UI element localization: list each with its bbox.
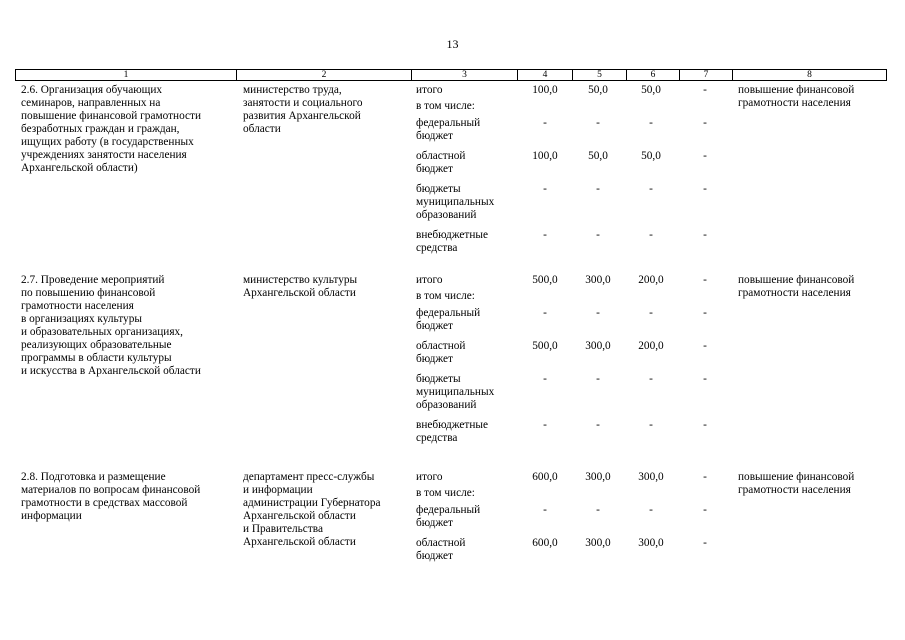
funding-value-c6: - (649, 307, 653, 319)
measure-text-line: информации (21, 510, 82, 522)
result-text-line: грамотности населения (738, 97, 851, 109)
funding-source-label: бюджет (416, 320, 453, 332)
funding-value-c6: 50,0 (641, 150, 661, 162)
funding-value-c4: - (543, 419, 547, 431)
funding-value-c6: 50,0 (641, 84, 661, 96)
funding-value-c4: - (543, 229, 547, 241)
funding-value-c5: 300,0 (585, 340, 611, 352)
funding-source-label: итого (416, 274, 443, 286)
funding-source-label: областной (416, 340, 466, 352)
executor-text-line: министерство труда, (243, 84, 342, 96)
result-text-line: повышение финансовой (738, 471, 855, 483)
measure-text-line: и образовательных организациях, (21, 326, 184, 338)
funding-value-c7: - (703, 229, 707, 241)
funding-value-c6: 200,0 (638, 274, 664, 286)
measure-text-line: по повышению финансовой (21, 287, 156, 299)
funding-source-label: муниципальных (416, 196, 495, 208)
executor-text-line: департамент пресс-службы (243, 471, 375, 483)
measure-text-line: 2.7. Проведение мероприятий (21, 274, 165, 286)
funding-source-label: итого (416, 471, 443, 483)
funding-value-c5: - (596, 504, 600, 516)
funding-value-c6: - (649, 504, 653, 516)
funding-value-c5: 50,0 (588, 84, 608, 96)
funding-value-c4: 500,0 (532, 274, 558, 286)
funding-value-c4: 100,0 (532, 150, 558, 162)
header-col-5: 5 (573, 70, 627, 80)
funding-value-c5: 300,0 (585, 471, 611, 483)
funding-value-c6: 200,0 (638, 340, 664, 352)
funding-value-c7: - (703, 537, 707, 549)
funding-value-c7: - (703, 504, 707, 516)
measure-text-line: 2.6. Организация обучающих (21, 84, 163, 96)
executor-text-line: и информации (243, 484, 313, 496)
measure-text-line: программы в области культуры (21, 352, 172, 364)
funding-value-c4: - (543, 373, 547, 385)
funding-source-label: федеральный (416, 504, 481, 516)
executor-text-line: администрации Губернатора (243, 497, 381, 509)
header-col-1: 1 (16, 70, 237, 80)
funding-source-label: федеральный (416, 307, 481, 319)
executor-text-line: занятости и социального (243, 97, 363, 109)
header-col-4: 4 (518, 70, 573, 80)
funding-source-label: в том числе: (416, 487, 475, 499)
funding-source-label: муниципальных (416, 386, 495, 398)
funding-value-c7: - (703, 419, 707, 431)
executor-text-line: и Правительства (243, 523, 323, 535)
funding-source-label: бюджет (416, 130, 453, 142)
funding-source-label: в том числе: (416, 290, 475, 302)
table-header (15, 69, 887, 81)
funding-source-label: бюджет (416, 163, 453, 175)
funding-value-c6: - (649, 373, 653, 385)
executor-text-line: Архангельской области (243, 510, 356, 522)
measure-text-line: учреждениях занятости населения (21, 149, 187, 161)
funding-value-c5: - (596, 117, 600, 129)
funding-value-c5: 300,0 (585, 274, 611, 286)
executor-text-line: области (243, 123, 281, 135)
page-number: 13 (446, 37, 459, 51)
funding-value-c4: - (543, 183, 547, 195)
funding-value-c7: - (703, 373, 707, 385)
funding-source-label: образований (416, 399, 477, 411)
funding-value-c7: - (703, 471, 707, 483)
measure-text-line: семинаров, направленных на (21, 97, 161, 109)
funding-source-label: бюджеты (416, 183, 461, 195)
funding-value-c5: - (596, 419, 600, 431)
funding-value-c4: - (543, 117, 547, 129)
measure-text-line: безработных граждан и граждан, (21, 123, 180, 135)
funding-source-label: средства (416, 432, 458, 444)
result-text-line: грамотности населения (738, 287, 851, 299)
funding-source-label: средства (416, 242, 458, 254)
measure-text-line: Архангельской области) (21, 162, 138, 174)
funding-value-c7: - (703, 274, 707, 286)
funding-value-c7: - (703, 183, 707, 195)
funding-value-c6: 300,0 (638, 471, 664, 483)
funding-value-c6: - (649, 419, 653, 431)
executor-text-line: Архангельской области (243, 536, 356, 548)
measure-text-line: реализующих образовательные (21, 339, 172, 351)
funding-value-c5: - (596, 229, 600, 241)
measure-text-line: 2.8. Подготовка и размещение (21, 471, 166, 483)
header-col-8: 8 (807, 70, 812, 80)
funding-value-c4: - (543, 307, 547, 319)
funding-value-c4: 500,0 (532, 340, 558, 352)
funding-source-label: бюджеты (416, 373, 461, 385)
funding-value-c6: - (649, 229, 653, 241)
executor-text-line: Архангельской области (243, 287, 356, 299)
funding-source-label: областной (416, 537, 466, 549)
funding-value-c5: 50,0 (588, 150, 608, 162)
funding-source-label: внебюджетные (416, 229, 489, 241)
measure-text-line: повышение финансовой грамотности (21, 110, 202, 122)
measure-text-line: в организациях культуры (21, 313, 142, 325)
result-text-line: повышение финансовой (738, 274, 855, 286)
funding-source-label: областной (416, 150, 466, 162)
header-col-2: 2 (237, 70, 412, 80)
funding-source-label: образований (416, 209, 477, 221)
funding-value-c5: 300,0 (585, 537, 611, 549)
funding-source-label: бюджет (416, 517, 453, 529)
funding-value-c4: 600,0 (532, 471, 558, 483)
funding-source-label: итого (416, 84, 443, 96)
measure-text-line: материалов по вопросам финансовой (21, 484, 201, 496)
funding-value-c6: - (649, 183, 653, 195)
funding-value-c4: 600,0 (532, 537, 558, 549)
funding-source-label: в том числе: (416, 100, 475, 112)
funding-source-label: бюджет (416, 550, 453, 562)
funding-value-c6: 300,0 (638, 537, 664, 549)
result-text-line: грамотности населения (738, 484, 851, 496)
funding-value-c5: - (596, 373, 600, 385)
funding-value-c5: - (596, 183, 600, 195)
funding-value-c5: - (596, 307, 600, 319)
funding-value-c7: - (703, 150, 707, 162)
header-col-6: 6 (627, 70, 680, 80)
header-col-3: 3 (412, 70, 518, 80)
measure-text-line: грамотности в средствах массовой (21, 497, 188, 509)
measure-text-line: ищущих работу (в государственных (21, 136, 194, 148)
funding-source-label: федеральный (416, 117, 481, 129)
result-text-line: повышение финансовой (738, 84, 855, 96)
measure-text-line: грамотности населения (21, 300, 134, 312)
funding-value-c4: - (543, 504, 547, 516)
measure-text-line: и искусства в Архангельской области (21, 365, 201, 377)
funding-value-c7: - (703, 307, 707, 319)
executor-text-line: министерство культуры (243, 274, 358, 286)
funding-value-c7: - (703, 84, 707, 96)
header-col-7: 7 (680, 70, 733, 80)
funding-value-c7: - (703, 340, 707, 352)
executor-text-line: развития Архангельской (243, 110, 361, 122)
funding-value-c7: - (703, 117, 707, 129)
funding-value-c6: - (649, 117, 653, 129)
funding-source-label: внебюджетные (416, 419, 489, 431)
funding-source-label: бюджет (416, 353, 453, 365)
funding-value-c4: 100,0 (532, 84, 558, 96)
